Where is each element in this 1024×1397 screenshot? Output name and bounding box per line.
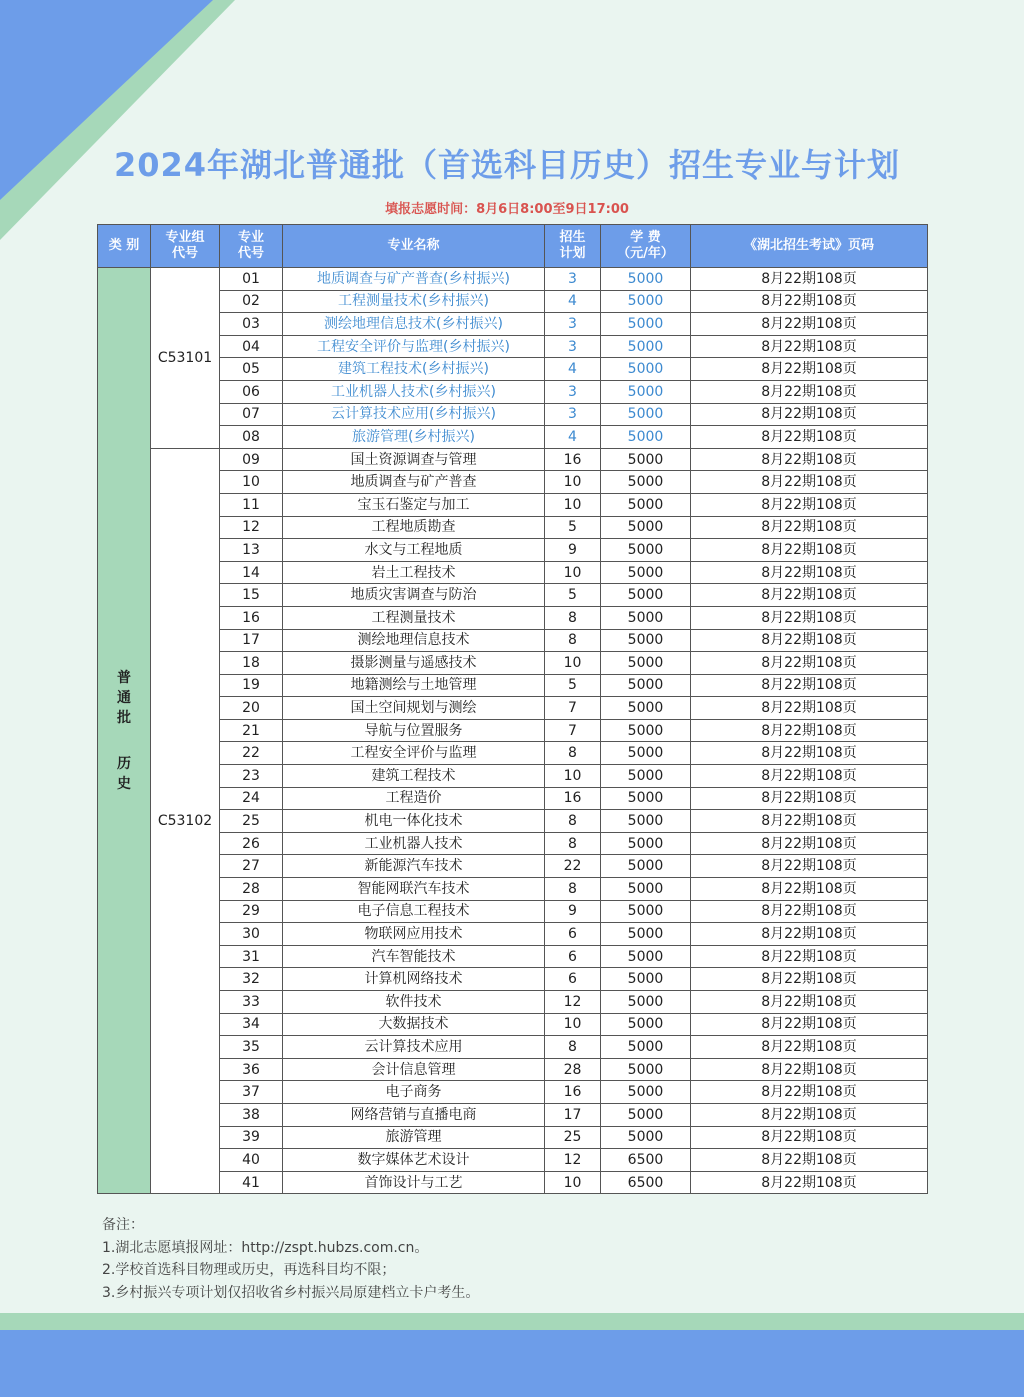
plan-cell: 7 [545, 697, 601, 720]
category-char: 通 [117, 689, 131, 706]
major-name-cell: 工程安全评价与监理(乡村振兴) [283, 335, 545, 358]
table-row [98, 335, 928, 358]
fee-cell: 5000 [601, 765, 691, 788]
table-row [98, 968, 928, 991]
plan-cell: 10 [545, 1013, 601, 1036]
page-ref-cell: 8月22期108页 [691, 945, 928, 968]
plan-cell: 3 [545, 335, 601, 358]
major-code-cell: 23 [220, 765, 283, 788]
major-code-cell: 22 [220, 742, 283, 765]
page-ref-cell: 8月22期108页 [691, 335, 928, 358]
page-ref-cell: 8月22期108页 [691, 742, 928, 765]
page-ref-cell: 8月22期108页 [691, 448, 928, 471]
major-code-cell: 35 [220, 1036, 283, 1059]
enrollment-plan-table [97, 224, 928, 1194]
table-row [98, 832, 928, 855]
fee-cell: 5000 [601, 629, 691, 652]
fee-cell: 5000 [601, 787, 691, 810]
page-ref-cell: 8月22期108页 [691, 584, 928, 607]
major-name-cell: 汽车智能技术 [283, 945, 545, 968]
page-ref-cell: 8月22期108页 [691, 787, 928, 810]
plan-cell: 12 [545, 1149, 601, 1172]
major-name-cell: 首饰设计与工艺 [283, 1171, 545, 1194]
major-name-cell: 工程测量技术 [283, 606, 545, 629]
fee-cell: 5000 [601, 448, 691, 471]
plan-cell: 10 [545, 652, 601, 675]
fee-cell: 5000 [601, 268, 691, 291]
category-char: 普 [117, 669, 131, 686]
page-ref-cell: 8月22期108页 [691, 1036, 928, 1059]
major-code-cell: 41 [220, 1171, 283, 1194]
major-code-cell: 09 [220, 448, 283, 471]
plan-cell: 25 [545, 1126, 601, 1149]
fee-cell: 5000 [601, 471, 691, 494]
page-ref-cell: 8月22期108页 [691, 1013, 928, 1036]
plan-cell: 8 [545, 832, 601, 855]
fee-cell: 5000 [601, 1126, 691, 1149]
major-code-cell: 31 [220, 945, 283, 968]
application-time-note: 填报志愿时间：8月6日8:00至9日17:00 [385, 202, 629, 217]
page-ref-cell: 8月22期108页 [691, 629, 928, 652]
table-row [98, 1013, 928, 1036]
table-row [98, 426, 928, 449]
table-header-row [98, 225, 928, 268]
plan-cell: 3 [545, 313, 601, 336]
note-item: 1.湖北志愿填报网址：http://zspt.hubzs.com.cn。 [102, 1239, 429, 1256]
major-code-cell: 03 [220, 313, 283, 336]
plan-cell: 6 [545, 968, 601, 991]
major-name-cell: 新能源汽车技术 [283, 855, 545, 878]
fee-cell: 5000 [601, 900, 691, 923]
table-row [98, 1171, 928, 1194]
major-code-cell: 34 [220, 1013, 283, 1036]
table-row [98, 629, 928, 652]
table-row [98, 991, 928, 1014]
page-ref-cell: 8月22期108页 [691, 1126, 928, 1149]
plan-cell: 3 [545, 380, 601, 403]
plan-cell: 10 [545, 493, 601, 516]
page-ref-cell: 8月22期108页 [691, 290, 928, 313]
notes-heading: 备注： [102, 1217, 144, 1233]
plan-cell: 5 [545, 516, 601, 539]
major-name-cell: 工业机器人技术(乡村振兴) [283, 380, 545, 403]
page-ref-cell: 8月22期108页 [691, 991, 928, 1014]
fee-cell: 5000 [601, 516, 691, 539]
table-row [98, 448, 928, 471]
major-code-cell: 40 [220, 1149, 283, 1172]
page-ref-cell: 8月22期108页 [691, 606, 928, 629]
plan-cell: 16 [545, 787, 601, 810]
major-name-cell: 电子信息工程技术 [283, 900, 545, 923]
plan-cell: 6 [545, 945, 601, 968]
major-code-cell: 32 [220, 968, 283, 991]
major-name-cell: 机电一体化技术 [283, 810, 545, 833]
table-row [98, 471, 928, 494]
major-name-cell: 数字媒体艺术设计 [283, 1149, 545, 1172]
major-name-cell: 软件技术 [283, 991, 545, 1014]
major-code-cell: 27 [220, 855, 283, 878]
major-code-cell: 36 [220, 1058, 283, 1081]
page-title: 2024年湖北普通批（首选科目历史）招生专业与计划 [113, 146, 901, 184]
table-row [98, 290, 928, 313]
table-row [98, 765, 928, 788]
page-ref-cell: 8月22期108页 [691, 561, 928, 584]
header-category: 类 别 [98, 225, 151, 268]
table-row [98, 674, 928, 697]
page-ref-cell: 8月22期108页 [691, 855, 928, 878]
major-code-cell: 01 [220, 268, 283, 291]
fee-cell: 5000 [601, 380, 691, 403]
major-code-cell: 11 [220, 493, 283, 516]
page-ref-cell: 8月22期108页 [691, 719, 928, 742]
page-ref-cell: 8月22期108页 [691, 380, 928, 403]
table-row [98, 923, 928, 946]
major-code-cell: 08 [220, 426, 283, 449]
plan-cell: 16 [545, 448, 601, 471]
header-group-code: 专业组 代号 [151, 225, 220, 268]
major-code-cell: 21 [220, 719, 283, 742]
major-name-cell: 大数据技术 [283, 1013, 545, 1036]
footer-band [0, 1330, 1024, 1397]
fee-cell: 5000 [601, 923, 691, 946]
plan-cell: 9 [545, 900, 601, 923]
table-row [98, 742, 928, 765]
page-ref-cell: 8月22期108页 [691, 539, 928, 562]
major-code-cell: 24 [220, 787, 283, 810]
plan-cell: 22 [545, 855, 601, 878]
major-code-cell: 07 [220, 403, 283, 426]
fee-cell: 5000 [601, 561, 691, 584]
major-code-cell: 15 [220, 584, 283, 607]
table-row [98, 1149, 928, 1172]
major-name-cell: 测绘地理信息技术 [283, 629, 545, 652]
fee-cell: 5000 [601, 991, 691, 1014]
major-code-cell: 39 [220, 1126, 283, 1149]
fee-cell: 5000 [601, 878, 691, 901]
notes-section [102, 1214, 479, 1304]
major-code-cell: 37 [220, 1081, 283, 1104]
table-row [98, 1103, 928, 1126]
page-ref-cell: 8月22期108页 [691, 403, 928, 426]
major-name-cell: 摄影测量与遥感技术 [283, 652, 545, 675]
major-name-cell: 国土资源调查与管理 [283, 448, 545, 471]
major-name-cell: 工程测量技术(乡村振兴) [283, 290, 545, 313]
page-ref-cell: 8月22期108页 [691, 1081, 928, 1104]
table-row [98, 810, 928, 833]
major-name-cell: 地质灾害调查与防治 [283, 584, 545, 607]
fee-cell: 5000 [601, 1013, 691, 1036]
major-code-cell: 28 [220, 878, 283, 901]
fee-cell: 5000 [601, 674, 691, 697]
major-code-cell: 18 [220, 652, 283, 675]
category-char: 批 [117, 709, 131, 726]
plan-cell: 12 [545, 991, 601, 1014]
major-name-cell: 云计算技术应用(乡村振兴) [283, 403, 545, 426]
page-ref-cell: 8月22期108页 [691, 832, 928, 855]
page-ref-cell: 8月22期108页 [691, 878, 928, 901]
major-name-cell: 地质调查与矿产普查(乡村振兴) [283, 268, 545, 291]
plan-cell: 3 [545, 403, 601, 426]
major-name-cell: 网络营销与直播电商 [283, 1103, 545, 1126]
page-ref-cell: 8月22期108页 [691, 1149, 928, 1172]
major-code-cell: 38 [220, 1103, 283, 1126]
fee-cell: 5000 [601, 832, 691, 855]
major-name-cell: 水文与工程地质 [283, 539, 545, 562]
major-name-cell: 宝玉石鉴定与加工 [283, 493, 545, 516]
group-code-cell: C53101 [151, 268, 220, 449]
major-name-cell: 物联网应用技术 [283, 923, 545, 946]
plan-cell: 10 [545, 561, 601, 584]
fee-cell: 5000 [601, 290, 691, 313]
major-name-cell: 云计算技术应用 [283, 1036, 545, 1059]
plan-cell: 3 [545, 268, 601, 291]
major-code-cell: 29 [220, 900, 283, 923]
major-code-cell: 10 [220, 471, 283, 494]
plan-cell: 8 [545, 742, 601, 765]
fee-cell: 5000 [601, 426, 691, 449]
table-row [98, 1036, 928, 1059]
page-ref-cell: 8月22期108页 [691, 923, 928, 946]
table-row [98, 945, 928, 968]
table-row [98, 1081, 928, 1104]
plan-cell: 17 [545, 1103, 601, 1126]
header-major-code: 专业 代号 [220, 225, 283, 268]
page-ref-cell: 8月22期108页 [691, 765, 928, 788]
major-name-cell: 工程地质勘查 [283, 516, 545, 539]
fee-cell: 5000 [601, 855, 691, 878]
table-row [98, 697, 928, 720]
plan-cell: 4 [545, 426, 601, 449]
major-code-cell: 02 [220, 290, 283, 313]
plan-cell: 7 [545, 719, 601, 742]
fee-cell: 5000 [601, 403, 691, 426]
table-row [98, 561, 928, 584]
major-code-cell: 17 [220, 629, 283, 652]
header-fee: 学 费 （元/年） [601, 225, 691, 268]
page-ref-cell: 8月22期108页 [691, 900, 928, 923]
plan-cell: 4 [545, 290, 601, 313]
major-code-cell: 05 [220, 358, 283, 381]
page-ref-cell: 8月22期108页 [691, 1058, 928, 1081]
plan-cell: 8 [545, 810, 601, 833]
table-row [98, 539, 928, 562]
major-code-cell: 12 [220, 516, 283, 539]
table-body [98, 268, 928, 1194]
major-code-cell: 16 [220, 606, 283, 629]
fee-cell: 5000 [601, 810, 691, 833]
page-ref-cell: 8月22期108页 [691, 268, 928, 291]
fee-cell: 5000 [601, 968, 691, 991]
major-code-cell: 26 [220, 832, 283, 855]
page-ref-cell: 8月22期108页 [691, 697, 928, 720]
fee-cell: 6500 [601, 1171, 691, 1194]
fee-cell: 5000 [601, 335, 691, 358]
major-name-cell: 建筑工程技术 [283, 765, 545, 788]
table-row [98, 878, 928, 901]
table-row [98, 313, 928, 336]
major-name-cell: 电子商务 [283, 1081, 545, 1104]
category-char: 史 [117, 775, 131, 792]
major-name-cell: 计算机网络技术 [283, 968, 545, 991]
fee-cell: 5000 [601, 1058, 691, 1081]
plan-cell: 8 [545, 1036, 601, 1059]
fee-cell: 5000 [601, 1103, 691, 1126]
note-item: 3.乡村振兴专项计划仅招收省乡村振兴局原建档立卡户考生。 [102, 1284, 480, 1301]
major-code-cell: 30 [220, 923, 283, 946]
major-name-cell: 地籍测绘与土地管理 [283, 674, 545, 697]
fee-cell: 5000 [601, 358, 691, 381]
table-row [98, 516, 928, 539]
table-row [98, 787, 928, 810]
plan-cell: 16 [545, 1081, 601, 1104]
table-row [98, 719, 928, 742]
major-name-cell: 工程安全评价与监理 [283, 742, 545, 765]
page-ref-cell: 8月22期108页 [691, 968, 928, 991]
header-major-name: 专业名称 [283, 225, 545, 268]
group-code-cell: C53102 [151, 448, 220, 1194]
major-name-cell: 旅游管理 [283, 1126, 545, 1149]
table-row [98, 1058, 928, 1081]
plan-cell: 9 [545, 539, 601, 562]
fee-cell: 5000 [601, 493, 691, 516]
fee-cell: 5000 [601, 1036, 691, 1059]
plan-cell: 10 [545, 471, 601, 494]
page-ref-cell: 8月22期108页 [691, 426, 928, 449]
table-row [98, 380, 928, 403]
table-row [98, 493, 928, 516]
plan-cell: 8 [545, 629, 601, 652]
major-code-cell: 25 [220, 810, 283, 833]
plan-cell: 5 [545, 584, 601, 607]
fee-cell: 5000 [601, 606, 691, 629]
table-row [98, 358, 928, 381]
page-ref-cell: 8月22期108页 [691, 516, 928, 539]
page-ref-cell: 8月22期108页 [691, 358, 928, 381]
fee-cell: 5000 [601, 945, 691, 968]
plan-cell: 6 [545, 923, 601, 946]
table-row [98, 900, 928, 923]
table-row [98, 606, 928, 629]
major-name-cell: 岩土工程技术 [283, 561, 545, 584]
major-name-cell: 工业机器人技术 [283, 832, 545, 855]
major-code-cell: 19 [220, 674, 283, 697]
fee-cell: 6500 [601, 1149, 691, 1172]
category-char: 历 [117, 755, 131, 772]
table-row [98, 855, 928, 878]
page-ref-cell: 8月22期108页 [691, 313, 928, 336]
major-code-cell: 14 [220, 561, 283, 584]
note-item: 2.学校首选科目物理或历史，再选科目均不限； [102, 1262, 396, 1278]
header-page: 《湖北招生考试》页码 [691, 225, 928, 268]
major-name-cell: 工程造价 [283, 787, 545, 810]
major-code-cell: 20 [220, 697, 283, 720]
table-row [98, 652, 928, 675]
major-name-cell: 测绘地理信息技术(乡村振兴) [283, 313, 545, 336]
table-row [98, 403, 928, 426]
plan-cell: 4 [545, 358, 601, 381]
major-code-cell: 33 [220, 991, 283, 1014]
plan-cell: 28 [545, 1058, 601, 1081]
major-name-cell: 建筑工程技术(乡村振兴) [283, 358, 545, 381]
page-ref-cell: 8月22期108页 [691, 652, 928, 675]
page-ref-cell: 8月22期108页 [691, 1103, 928, 1126]
table-row [98, 1126, 928, 1149]
table-row [98, 584, 928, 607]
major-code-cell: 06 [220, 380, 283, 403]
fee-cell: 5000 [601, 697, 691, 720]
plan-cell: 8 [545, 606, 601, 629]
fee-cell: 5000 [601, 539, 691, 562]
major-name-cell: 国土空间规划与测绘 [283, 697, 545, 720]
page-ref-cell: 8月22期108页 [691, 810, 928, 833]
plan-cell: 5 [545, 674, 601, 697]
major-name-cell: 导航与位置服务 [283, 719, 545, 742]
plan-cell: 10 [545, 765, 601, 788]
page-ref-cell: 8月22期108页 [691, 493, 928, 516]
major-code-cell: 13 [220, 539, 283, 562]
fee-cell: 5000 [601, 313, 691, 336]
page-ref-cell: 8月22期108页 [691, 674, 928, 697]
page-ref-cell: 8月22期108页 [691, 471, 928, 494]
plan-cell: 10 [545, 1171, 601, 1194]
header-plan: 招生 计划 [545, 225, 601, 268]
fee-cell: 5000 [601, 584, 691, 607]
table-row [98, 268, 928, 291]
major-name-cell: 智能网联汽车技术 [283, 878, 545, 901]
fee-cell: 5000 [601, 742, 691, 765]
fee-cell: 5000 [601, 1081, 691, 1104]
major-name-cell: 旅游管理(乡村振兴) [283, 426, 545, 449]
major-code-cell: 04 [220, 335, 283, 358]
fee-cell: 5000 [601, 652, 691, 675]
category-cell [98, 268, 151, 1194]
page-ref-cell: 8月22期108页 [691, 1171, 928, 1194]
plan-cell: 8 [545, 878, 601, 901]
major-name-cell: 地质调查与矿产普查 [283, 471, 545, 494]
major-name-cell: 会计信息管理 [283, 1058, 545, 1081]
fee-cell: 5000 [601, 719, 691, 742]
